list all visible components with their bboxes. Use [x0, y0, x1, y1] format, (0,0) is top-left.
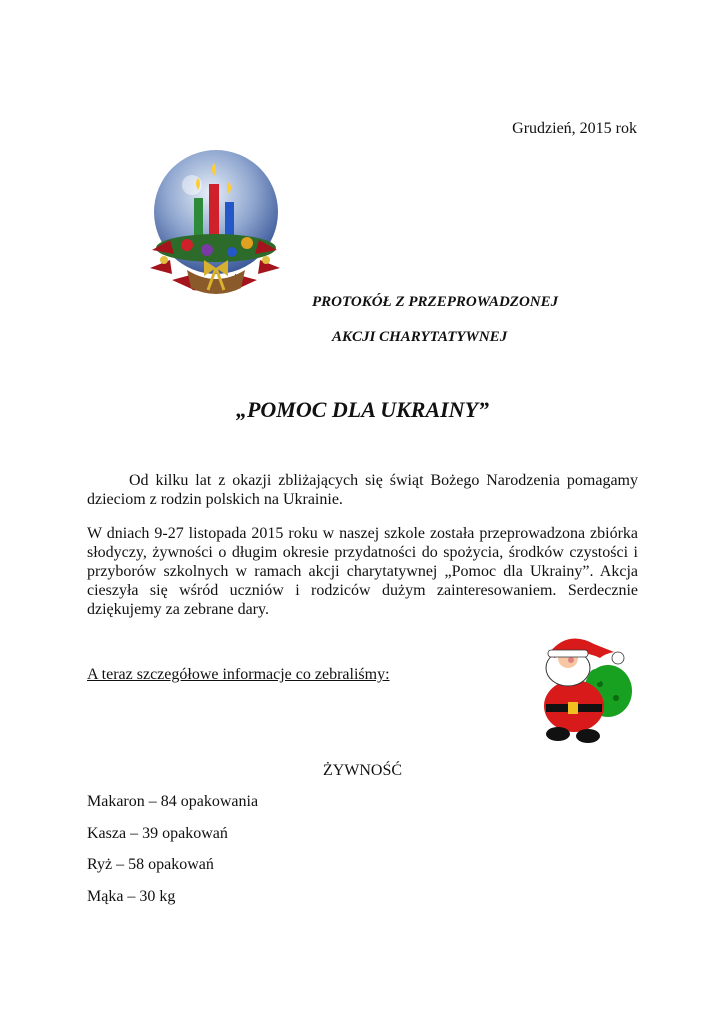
collected-items-intro: A teraz szczegółowe informacje co zebraliśmy:: [87, 666, 390, 683]
section-title-food: ŻYWNOŚĆ: [322, 762, 403, 779]
details-paragraph: W dniach 9-27 listopada 2015 roku w naszej szkole została przeprowadzona zbiórka słodyczy, żywności o długim okresie przydatności do spożycia, środków czystości i przyborów szkolnych w ramach akcji charytatywnej „Pomoc dla Ukrainy”. Akcja cieszyła się wśród uczniów i rodziców dużym zainteresowaniem. Serdecznie dziękujemy za zebrane dary.: [87, 525, 638, 618]
list-item: Makaron – 84 opakowania: [87, 793, 259, 810]
list-item: Kasza – 39 opakowań: [87, 824, 228, 842]
intro-paragraph: Od kilku lat z okazji zbliżających się świąt Bożego Narodzenia pomagamy dzieciom z rodzin polskich na Ukrainie.: [87, 472, 638, 508]
santa-claus-icon: [526, 636, 638, 744]
action-title: „POMOC DLA UKRAINY”: [235, 397, 490, 422]
list-item: Mąka – 30 kg: [87, 887, 176, 905]
food-items-list: [87, 792, 258, 918]
protocol-heading-line-1: PROTOKÓŁ Z PRZEPROWADZONEJ: [312, 294, 559, 310]
christmas-candle-snowglobe-icon: [132, 150, 297, 310]
protocol-heading-line-2: AKCJI CHARYTATYWNEJ: [332, 329, 508, 345]
list-item: Ryż – 58 opakowań: [87, 856, 214, 873]
document-date: Grudzień, 2015 rok: [512, 120, 637, 137]
